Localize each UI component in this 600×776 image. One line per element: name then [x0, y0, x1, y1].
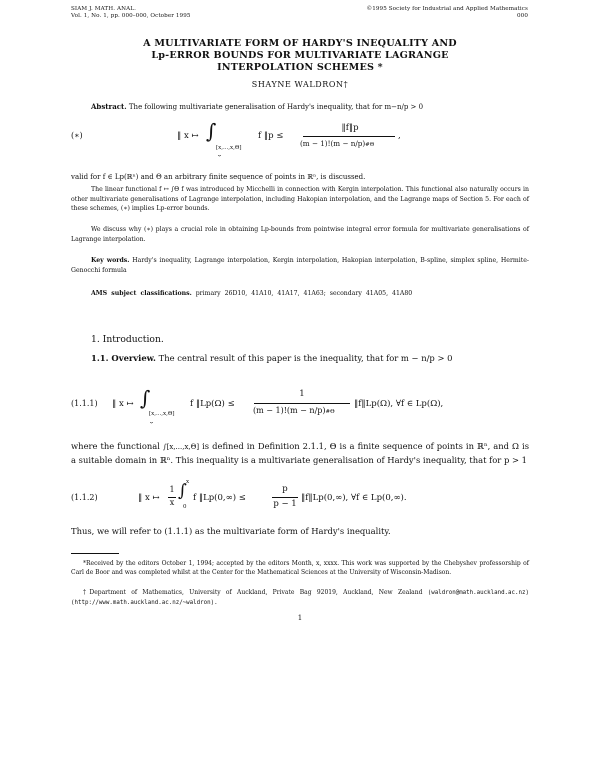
equation-star-denominator	[300, 139, 374, 148]
equation-112-frac-den: x	[169, 498, 175, 507]
overview-label: 1.1. Overview.	[91, 353, 156, 363]
underbrace: ⏟	[218, 151, 222, 157]
title-line-2: Lp-ERROR BOUNDS FOR MULTIVARIATE LAGRANGE	[151, 50, 449, 61]
section-heading: 1. Introduction.	[91, 334, 164, 345]
keywords-text: Hardy's inequality, Lagrange interpolation, Kergin interpolation, Hakopian interpolation, B-spline, simplex spline, Hermite-Genocchi formula	[71, 257, 530, 274]
fraction-bar	[303, 136, 395, 137]
fraction-bar	[272, 497, 298, 498]
abstract-after-equation: valid for f ∈ Lp(ℝⁿ) and Θ an arbitrary finite sequence of points in ℝⁿ, is discussed.	[71, 173, 366, 181]
equation-112-f: f ‖Lp(0,∞) ≤	[193, 493, 246, 503]
equation-111-f: f ‖Lp(Ω) ≤	[190, 399, 235, 409]
equation-111-den-text: (m − 1)!(m − n/p)	[253, 406, 326, 415]
equation-111-denominator	[253, 406, 335, 415]
footnote-url[interactable]: (http://www.math.auckland.ac.nz/~waldron).	[71, 600, 218, 606]
keywords-label: Key words.	[91, 257, 130, 264]
integral-sign: ∫	[206, 119, 217, 143]
equation-111-label: (1.1.1)	[71, 399, 98, 408]
header-page-code: 000	[517, 13, 528, 19]
equation-112-int-upper: x	[186, 479, 190, 485]
equation-112-label: (1.1.2)	[71, 493, 98, 502]
equation-star-comma: ,	[398, 131, 401, 141]
equation-112-lhs: ‖ x ↦	[138, 493, 160, 503]
journal-name: SIAM J. MATH. ANAL.	[71, 6, 136, 12]
copyright-notice: ©1995 Society for Industrial and Applied Mathematics	[366, 6, 528, 12]
overview-paragraph	[71, 352, 529, 365]
overview-text: The central result of this paper is the inequality, that for m − n/p > 0	[158, 353, 453, 363]
equation-star-lhs: ‖ x ↦	[177, 131, 199, 141]
footnote-affiliation-text: †Department of Mathematics, University of Auckland, Private Bag 92019, Auckland, New Zealand	[83, 589, 423, 596]
abstract-intro	[91, 101, 423, 113]
title-line-1: A MULTIVARIATE FORM OF HARDY'S INEQUALITY AND	[143, 38, 457, 49]
where-paragraph	[71, 440, 529, 467]
underbrace: ⏟	[150, 418, 154, 424]
title-line-3: INTERPOLATION SCHEMES *	[217, 62, 383, 73]
equation-star-f: f ‖p ≤	[258, 131, 284, 141]
journal-volume: Vol. 1, No. 1, pp. 000–000, October 1995	[71, 13, 191, 19]
closing-sentence: Thus, we will refer to (1.1.1) as the multivariate form of Hardy's inequality.	[71, 526, 391, 536]
equation-112-frac-num: 1	[169, 485, 175, 494]
equation-111-lhs: ‖ x ↦	[112, 399, 134, 409]
integral-sign: ∫	[178, 481, 187, 501]
equation-111-int-subscript: [x,...,x,Θ]	[149, 411, 175, 417]
page-number: 1	[297, 614, 303, 622]
abstract-paragraph-2: The linear functional f ↦ ∫Θ f was introduced by Micchelli in connection with Kergin interpolation. This functional also naturally occurs in other multivariate generalisations of Lagrange interpolation, including Hakopian interpolation, and the Lagrange maps of Section 5. For each of these schemes, (∗) implies Lp-error bounds.	[71, 186, 529, 212]
integral-sign: ∫	[140, 386, 151, 410]
keywords	[71, 256, 529, 275]
abstract-intro-text: The following multivariate generalisation of Hardy's inequality, that for m−n/p > 0	[128, 103, 424, 111]
equation-112-int-lower: 0	[183, 504, 187, 510]
where-integral: ∫[x,...,x,Θ]	[163, 443, 200, 451]
equation-112-denominator: p − 1	[273, 499, 297, 509]
equation-star-numerator: ‖f‖p	[341, 123, 359, 133]
abstract-label: Abstract.	[91, 102, 127, 111]
footnote-affiliation	[71, 588, 529, 608]
ams-text: primary 26D10, 41A10, 41A17, 41A63; secondary 41A05, 41A80	[195, 290, 413, 297]
equation-star-label: (∗)	[71, 131, 83, 140]
equation-star-int-subscript: [x,...,x,Θ]	[216, 145, 242, 151]
equation-111-numerator: 1	[299, 389, 305, 399]
equation-112-numerator: p	[282, 484, 288, 494]
author: SHAYNE WALDRON†	[251, 80, 349, 89]
abstract-paragraph-3: We discuss why (∗) plays a crucial role in obtaining Lp-bounds from pointwise integral error formula for multivariate generalisations of Lagrange interpolation.	[71, 226, 529, 243]
ams-classification	[71, 289, 529, 299]
fraction-bar	[254, 403, 350, 404]
footnote-rule	[71, 553, 119, 554]
where-text-a: where the functional	[71, 441, 160, 451]
equation-112-rhs: ‖f‖Lp(0,∞), ∀f ∈ Lp(0,∞).	[301, 493, 407, 503]
ams-label: AMS subject classifications.	[91, 290, 192, 297]
equation-star-den-text: (m − 1)!(m − n/p)	[300, 139, 366, 148]
equation-111-rhs: ‖f‖Lp(Ω), ∀f ∈ Lp(Ω),	[354, 399, 444, 409]
equation-star-den-sub: #Θ	[365, 142, 375, 148]
equation-111-den-sub: #Θ	[325, 409, 335, 415]
footnote-received: *Received by the editors October 1, 1994; accepted by the editors Month, x, xxxx. This work was supported by the Chebyshev professorship of Carl de Boor and was completed whilst at the Center for the Mathematical Sciences at the University of Wisconsin-Madison.	[71, 560, 529, 576]
where-text-b: is defined in Definition 2.1.1, Θ is a finite sequence of points in ℝⁿ, and Ω is a suitable domain in ℝⁿ. This inequality is a multivariate generalisation of Hardy's inequality, that for p > 1	[71, 441, 529, 465]
footnote-email[interactable]: (waldron@math.auckland.ac.nz)	[427, 590, 529, 596]
